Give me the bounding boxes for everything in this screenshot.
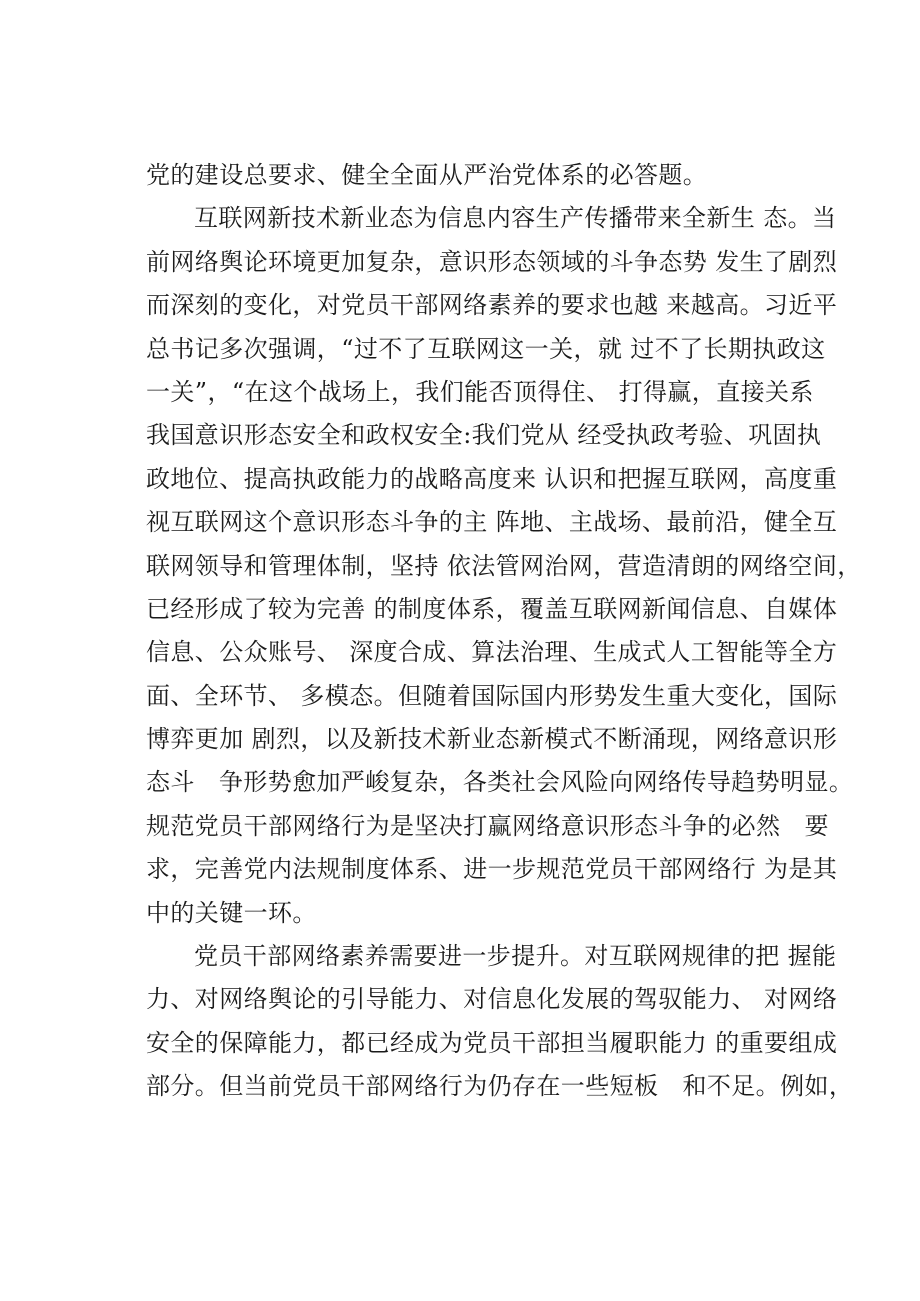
paragraph-start-line: 互联网新技术新业态为信息内容生产传播带来全新生 态。当 <box>194 204 837 233</box>
document-body <box>146 154 862 1109</box>
text-line: 规范党员干部网络行为是坚决打赢网络意识形态斗争的必然 要 <box>146 811 829 840</box>
text-line: 政地位、提高执政能力的战略高度来 认识和把握互联网，高度重 <box>146 464 838 493</box>
text-line: 安全的保障能力，都已经成为党员干部担当履职能力 的重要组成 <box>146 1028 838 1057</box>
text-line: 党的建设总要求、健全全面从严治党体系的必答题。 <box>146 161 708 189</box>
text-line: 而深刻的变化，对党员干部网络素养的要求也越 来越高。习近平 <box>146 291 838 320</box>
text-line: 部分。但当前党员干部网络行为仍存在一些短板 和不足。例如， <box>146 1072 854 1101</box>
text-line: 一关”，“在这个战场上，我们能否顶得住、 打得赢，直接关系 <box>146 377 814 406</box>
text-line: 态斗 争形势愈加严峻复杂，各类社会风险向网络传导趋势明显。 <box>146 768 854 797</box>
text-line: 视互联网这个意识形态斗争的主 阵地、主战场、最前沿，健全互 <box>146 508 838 537</box>
text-line: 求，完善党内法规制度体系、进一步规范党员干部网络行 为是其 <box>146 855 838 884</box>
text-line: 中的关键一环。 <box>146 898 317 927</box>
text-line: 联网领导和管理体制，坚持 依法管网治网，营造清朗的网络空间， <box>146 551 862 580</box>
paragraph-start-line: 党员干部网络素养需要进一步提升。对互联网规律的把 握能 <box>194 942 837 971</box>
text-line: 面、全环节、 多模态。但随着国际国内形势发生重大变化，国际 <box>146 681 838 710</box>
text-line: 我国意识形态安全和政权安全:我们党从 经受执政考验、巩固执 <box>146 421 822 450</box>
text-line: 博弈更加 剧烈，以及新技术新业态新模式不断涌现，网络意识形 <box>146 725 838 754</box>
text-line: 信息、公众账号、 深度合成、算法治理、生成式人工智能等全方 <box>146 638 838 667</box>
text-line: 前网络舆论环境更加复杂，意识形态领域的斗争态势 发生了剧烈 <box>146 247 838 276</box>
text-line: 总书记多次强调，“过不了互联网这一关，就 过不了长期执政这 <box>146 334 826 363</box>
text-line: 已经形成了较为完善 的制度体系，覆盖互联网新闻信息、自媒体 <box>146 594 838 623</box>
text-line: 力、对网络舆论的引导能力、对信息化发展的驾驭能力、 对网络 <box>146 985 838 1014</box>
